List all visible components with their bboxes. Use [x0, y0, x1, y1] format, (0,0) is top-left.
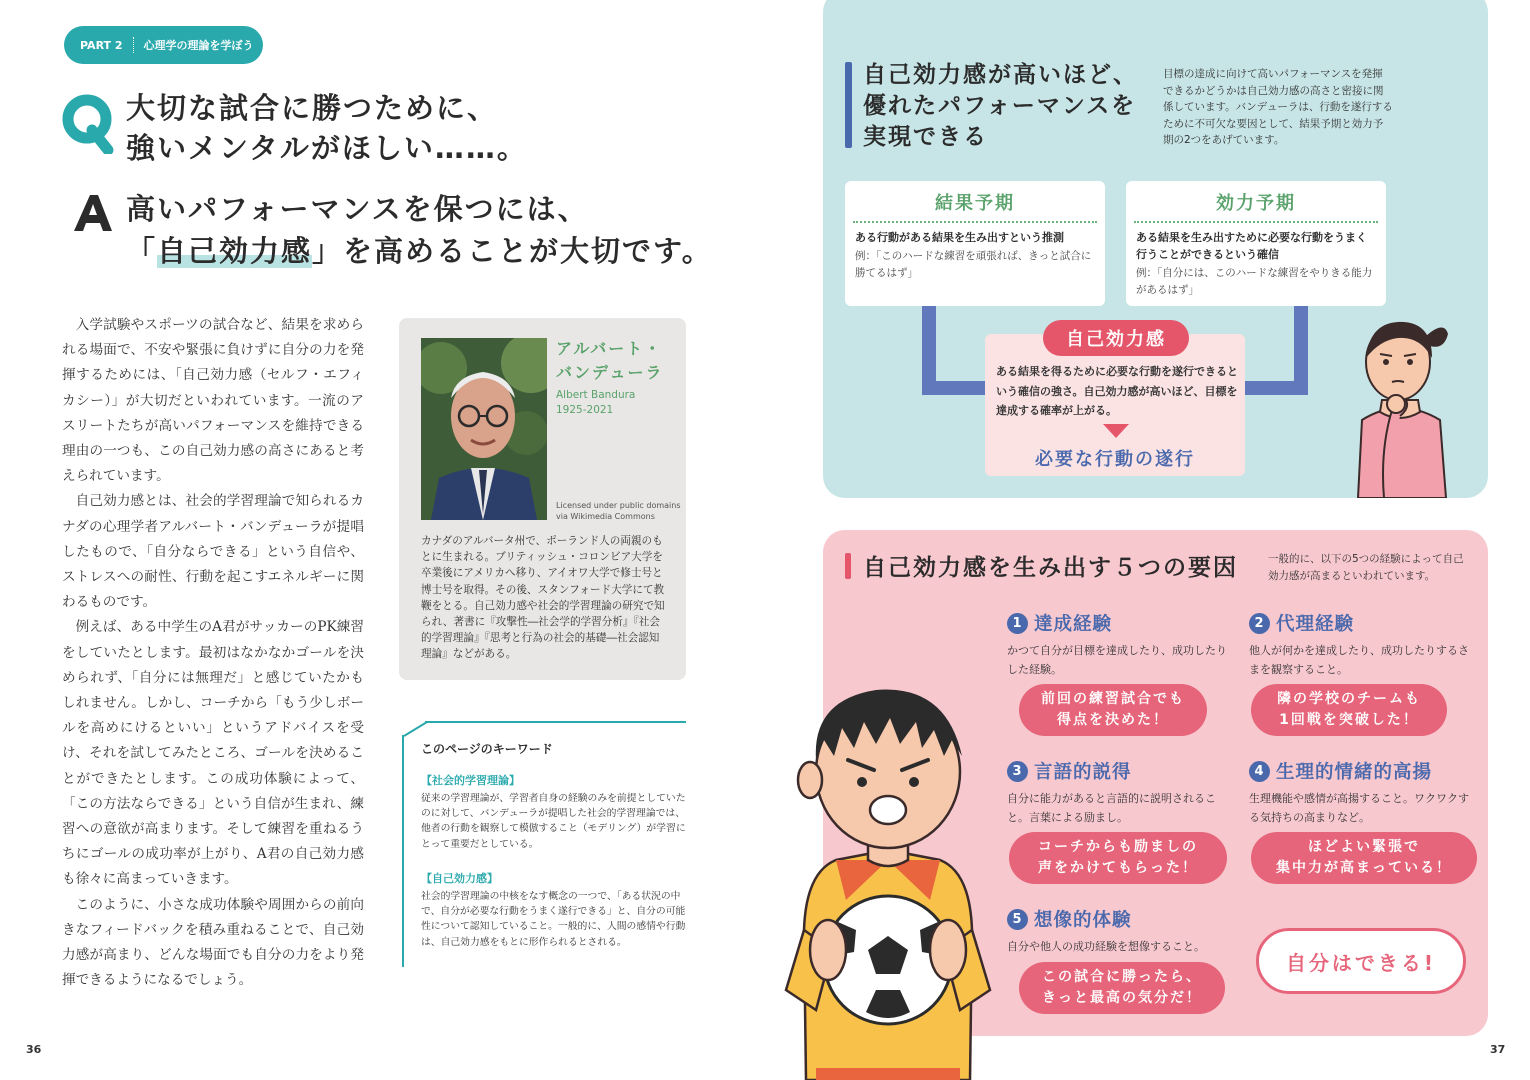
factor-2-desc: 他人が何かを達成したり、成功したりするさまを観察すること。: [1249, 644, 1469, 676]
result-label: 必要な行動の遂行: [1035, 449, 1195, 470]
factor-1-bubble-line-1: 前回の練習試合でも: [1041, 691, 1185, 707]
factor-3-bubble-line-1: コーチからも励ましの: [1038, 839, 1198, 855]
factor-3-title-text: 言語的説得: [1034, 762, 1132, 783]
factor-4-title-text: 生理的情緒的高揚: [1276, 762, 1433, 783]
efficacy-expectancy-example: 例：「自分には、このハードな練習をやりきる能力があるはず」: [1136, 267, 1373, 296]
factor-3-bubble-line-2: 声をかけてもらった！: [1038, 860, 1198, 876]
keyword-title: このページのキーワード: [421, 742, 553, 756]
section2-title: 自己効力感を生み出す５つの要因: [863, 555, 1238, 581]
badge-separator: [133, 37, 134, 53]
factor-2-bubble: [1251, 684, 1447, 736]
factor-3: [1007, 758, 1232, 827]
factor-3-title: [1007, 758, 1232, 784]
answer-highlight: 自己効力感: [157, 234, 313, 268]
body-paragraph: 入学試験やスポーツの試合など、結果を求められる場面で、不安や緊張に負けずに自分の力を発揮するためには、「自己効力感（セルフ・エフィカシー）」が大切だといわれています。一流のアスリートたちが高いパフォーマンスを維持できる理由の一つも、この自己効力感の高さにあると考えられています。: [62, 317, 364, 485]
self-efficacy-label: 自己効力感: [1043, 320, 1189, 356]
answer-open-bracket: 「: [126, 234, 158, 268]
question-heading: [126, 88, 528, 168]
answer-line-2: [126, 230, 713, 272]
section1-accent-bar: [845, 62, 852, 148]
portrait-illustration: [421, 338, 547, 520]
part-label: PART 2: [80, 38, 123, 52]
outcome-expectancy-card: [845, 181, 1105, 306]
dotted-divider: [853, 221, 1097, 223]
profile-years: 1925-2021: [556, 404, 614, 416]
section1-title-line-2: 優れたパフォーマンスを: [863, 93, 1137, 119]
portrait-photo: [421, 338, 547, 520]
factor-4-title: [1249, 758, 1474, 784]
factor-5-bubble: [1019, 962, 1225, 1014]
self-efficacy-text: ある結果を得るために必要な行動を遂行できるという確信の強さ。自己効力感が高いほど、目標を達成する確率が上がる。: [996, 365, 1238, 417]
a-mark-icon: [70, 193, 114, 233]
answer-rest: 」を高めることが大切です。: [312, 234, 713, 268]
keyword-frame-corner: [403, 721, 428, 737]
factor-1-bubble-line-2: 得点を決めた！: [1057, 712, 1169, 728]
factor-2-bubble-line-2: 1回戦を突破した！: [1279, 712, 1419, 728]
factor-4-desc: 生理機能や感情が高揚すること。ワクワクする気持ちの高まりなど。: [1249, 792, 1469, 824]
factor-4-bubble-line-2: 集中力が高まっている！: [1276, 860, 1452, 876]
dotted-divider: [1134, 221, 1378, 223]
factor-1-desc: かつて自分が目標を達成したり、成功したりした経験。: [1007, 644, 1227, 676]
flow-line-right-horizontal: [1240, 381, 1308, 395]
down-arrow-icon: [1103, 424, 1129, 438]
section2-description: 一般的に、以下の5つの経験によって自己効力感が高まるといわれています。: [1268, 553, 1464, 582]
factor-1-bubble: [1019, 684, 1207, 736]
profile-name-ja-line-2: バンデューラ: [556, 363, 664, 382]
section1-title-line-3: 実現できる: [863, 124, 988, 150]
profile-bio: カナダのアルバータ州で、ポーランド人の両親のもとに生まれる。ブリティッシュ・コロンビア大学を卒業後にアメリカへ移り、アイオワ大学で修士号と博士号を取得。その後、スタンフォード大学にて教鞭をとる。自己効力感や社会的学習理論の研究で知られ、著書に『攻撃性―社会学的学習分析』『社会的学習理論』『思考と行為の社会的基礎―社会認知理論』などがある。: [421, 535, 665, 661]
outcome-expectancy-example: 例：「このハードな練習を頑張れば、きっと試合に勝てるはず」: [855, 250, 1092, 279]
keyword-item: [421, 772, 686, 852]
factor-5-desc: 自分や他人の成功経験を想像すること。: [1007, 940, 1205, 953]
section1-description: 目標の達成に向けて高いパフォーマンスを発揮できるかどうかは自己効力感の高さと密接に関係しています。バンデューラは、行動を遂行するために不可欠な要因として、結果予期と効力予期の2つをあげています。: [1163, 68, 1393, 146]
profile-name-ja: [556, 337, 664, 385]
factor-2-bubble-line-1: 隣の学校のチームも: [1277, 691, 1421, 707]
factor-5-title-text: 想像的体験: [1034, 910, 1132, 931]
outcome-expectancy-title: 結果予期: [935, 193, 1015, 214]
photo-license: [556, 500, 681, 522]
factor-3-desc: 自分に能力があると言語的に説明されること。言葉による励まし。: [1007, 792, 1216, 824]
page-number-right: 37: [1490, 1043, 1506, 1056]
keyword-head: 【社会的学習理論】: [421, 774, 520, 787]
body-paragraph: 自己効力感とは、社会的学習理論で知られるカナダの心理学者アルバート・バンデューラが提唱したもので、「自分ならできる」という自信や、ストレスへの耐性、行動を起こすエネルギーに関わるものです。: [62, 493, 364, 611]
license-line-2: via Wikimedia Commons: [556, 512, 655, 521]
section1-title: [863, 60, 1138, 153]
flow-line-left-horizontal: [922, 381, 990, 395]
factor-2-title: [1249, 610, 1474, 636]
keyword-item: [421, 870, 686, 950]
soccer-boy-illustration: [776, 660, 996, 1080]
efficacy-expectancy-main: ある結果を生み出すために必要な行動をうまく行うことができるという確信: [1136, 231, 1367, 261]
factor-1-title-text: 達成経験: [1034, 614, 1113, 635]
factor-5: [1007, 906, 1247, 956]
body-paragraph: このように、小さな成功体験や周囲からの前向きなフィードバックを積み重ねることで、自己効力感が高まり、どんな場面でも自分の力をより発揮できるようになるでしょう。: [62, 896, 364, 989]
efficacy-expectancy-card: [1126, 181, 1386, 306]
question-line-2: 強いメンタルがほしい……。: [126, 131, 528, 165]
profile-name-ja-line-1: アルバート・: [556, 339, 663, 358]
factor-2-title-text: 代理経験: [1276, 614, 1355, 635]
factor-4-bubble: [1251, 832, 1477, 884]
factor-1-number: 1: [1007, 613, 1028, 634]
keyword-desc: 社会的学習理論の中核をなす概念の一つで、「ある状況の中で、自分が必要な行動をうまく遂行できる」と、自分の可能性について認知していること。一般的に、人間の感情や行動は、自己効力感をもとに形作られるとされる。: [421, 891, 686, 948]
section1-title-line-1: 自己効力感が高いほど、: [863, 62, 1138, 88]
factor-4-bubble-line-1: ほどよい緊張で: [1308, 839, 1420, 855]
body-text: [62, 313, 364, 993]
factor-5-number: 5: [1007, 909, 1028, 930]
efficacy-expectancy-title: 効力予期: [1216, 193, 1296, 214]
factor-5-bubble-line-2: きっと最高の気分だ！: [1042, 990, 1202, 1006]
keyword-frame-top: [425, 721, 686, 723]
answer-heading: [126, 188, 713, 272]
factor-3-number: 3: [1007, 761, 1028, 782]
section2-accent-bar: [845, 553, 851, 579]
factor-4-number: 4: [1249, 761, 1270, 782]
thought-cloud: 自分はできる!: [1256, 928, 1466, 994]
question-line-1: 大切な試合に勝つために、: [126, 91, 499, 125]
factor-4: [1249, 758, 1474, 827]
profile-name-en: [556, 388, 635, 418]
factor-5-title: [1007, 906, 1247, 932]
factor-5-bubble-line-1: この試合に勝ったら、: [1042, 969, 1202, 985]
part-title: 心理学の理論を学ぼう: [143, 39, 254, 52]
thinking-girl-illustration: [1340, 300, 1462, 498]
factor-1-title: [1007, 610, 1232, 636]
answer-line-1: 高いパフォーマンスを保つには、: [126, 192, 589, 226]
keyword-desc: 従来の学習理論が、学習者自身の経験のみを前提としていたのに対して、バンデューラが提唱した社会的学習理論では、他者の行動を観察して模倣すること（モデリング）が学習にとって重要だとしている。: [421, 793, 686, 850]
factor-2-number: 2: [1249, 613, 1270, 634]
factor-2: [1249, 610, 1474, 679]
keyword-head: 【自己効力感】: [421, 872, 498, 885]
part-badge: [64, 26, 263, 64]
body-paragraph: 例えば、ある中学生のA君がサッカーのPK練習をしていたとします。最初はなかなかゴールを決められず、「自分には無理だ」と感じていたかもしれません。しかし、コーチから「もう少しボールを高めにけるといい」というアドバイスを受け、それを試してみたところ、ゴールを決めることができたとします。この成功体験によって、「この方法ならできる」という自信が生まれ、練習への意欲が高まります。そして練習を重ねるうちにゴールの成功率が上がり、A君の自己効力感も徐々に高まっていきます。: [62, 619, 364, 888]
factor-3-bubble: [1009, 832, 1227, 884]
outcome-expectancy-main: ある行動がある結果を生み出すという推測: [855, 231, 1064, 244]
q-mark-icon: [62, 92, 114, 154]
keyword-frame-left: [402, 735, 404, 967]
profile-name-en-text: Albert Bandura: [556, 389, 636, 401]
page-number-left: 36: [26, 1043, 42, 1056]
factor-1: [1007, 610, 1232, 679]
license-line-1: Licensed under public domains: [556, 501, 681, 510]
